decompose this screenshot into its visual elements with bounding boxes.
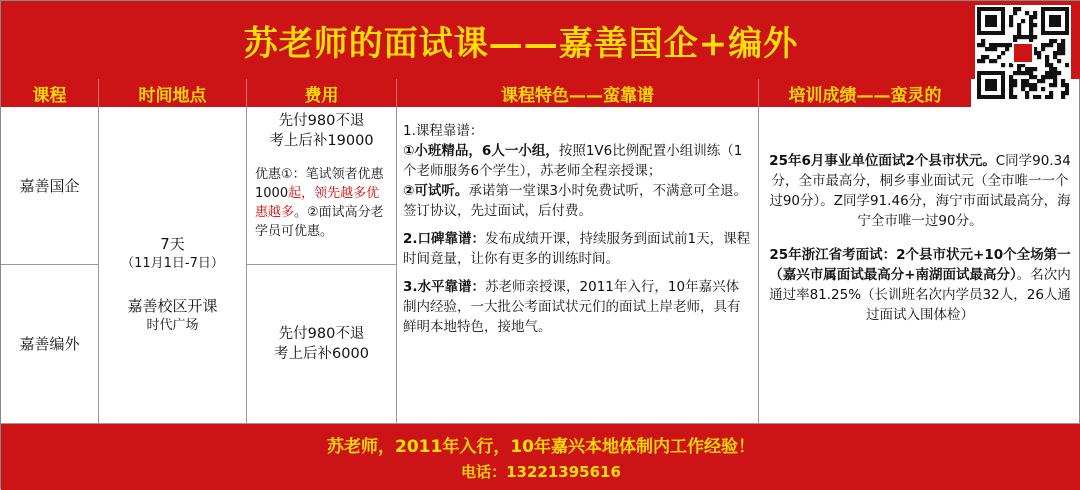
feature-3-title: 3.水平靠谱： (403, 279, 486, 295)
feature-2-text: 发布成绩开课，持续服务到面试前1天，课程时间竟量，让你有更多的训练时间。 (403, 231, 751, 267)
feature-1a-text: 按照1V6比例配置小组训练（1个老师服务6个学生），苏老师全程亲授课； (403, 143, 743, 179)
discount-1: 优惠①：笔试领者优惠1000 (255, 167, 384, 201)
feature-1 (403, 121, 752, 221)
results-cell (759, 107, 1080, 424)
venue-sub: 时代广场 (146, 318, 199, 333)
venue: 嘉善校区开课 (127, 297, 218, 315)
result-2 (765, 245, 1075, 325)
footer (1, 424, 1080, 490)
footer-phone: 电话：13221395616 (461, 463, 621, 481)
feature-3 (403, 277, 752, 337)
page-title: 苏老师的面试课——嘉善国企+编外 (243, 23, 799, 64)
days: 7天 (160, 235, 185, 253)
result-2-bold: 25年浙江省考面试：2个县市状元+10个全场第一（嘉兴市属面试最高分+南湖面试最高分） (769, 247, 1071, 283)
course-guoqi (1, 107, 99, 265)
feature-1-title: 1.课程靠谱： (403, 123, 484, 139)
feature-1b-title: ②可试听。 (403, 183, 469, 199)
discount-2: 。②面试高分老学员可优惠。 (255, 205, 384, 239)
result-1-text: C同学90.34分，全市最高分，桐乡事业面试元（全市唯一一个过90分）。Z同学91.46分，海宁市面试最高分，海宁全市唯一过90分。 (769, 153, 1071, 229)
fee-line2: 考上后补19000 (269, 133, 374, 149)
fee-line1: 先付980不退 (278, 113, 365, 129)
title-bar (1, 1, 1080, 79)
course-label: 嘉善国企 (19, 176, 80, 195)
feature-1b-text: 承诺第一堂课3小时免费试听，不满意可全退。签订协议，先过面试，后付费。 (403, 183, 748, 219)
fee-line1: 先付980不退 (278, 326, 365, 342)
course-bianwai (1, 265, 99, 424)
time-place-cell (99, 107, 247, 424)
header-results: 培训成绩——蛮灵的 (759, 79, 971, 107)
fee-line2: 考上后补6000 (274, 346, 369, 362)
header-fee: 费用 (247, 79, 397, 107)
discount-1-highlight: 起，领先越多优惠越多 (255, 186, 380, 220)
qr-code-icon (977, 7, 1069, 99)
fee-guoqi (247, 107, 397, 265)
course-label: 嘉善编外 (19, 335, 80, 353)
features-cell (397, 107, 759, 424)
header-time-place: 时间地点 (99, 79, 247, 107)
header-course: 课程 (1, 79, 99, 107)
result-1 (765, 151, 1075, 231)
feature-2 (403, 229, 752, 269)
feature-1a-title: ①小班精品，6人一小组， (403, 143, 559, 159)
fee-discount (255, 165, 388, 241)
feature-2-title: 2.口碑靠谱： (403, 231, 486, 247)
feature-3-text: 苏老师亲授课，2011年入行，10年嘉兴体制内经验，一大批公考面试状元们的面试上岸老师，具有鲜明本地特色，接地气。 (403, 279, 741, 335)
header-features: 课程特色——蛮靠谱 (397, 79, 759, 107)
footer-line1: 苏老师，2011年入行，10年嘉兴本地体制内工作经验！ (327, 437, 755, 457)
fee-bianwai (247, 265, 397, 424)
result-2-text: 。名次内通过率81.25%（长训班名次内学员32人，26人通过面试入围体检） (769, 267, 1071, 323)
dates: （11月1日-7日） (121, 256, 224, 271)
result-1-bold: 25年6月事业单位面试2个县市状元。 (769, 153, 996, 169)
